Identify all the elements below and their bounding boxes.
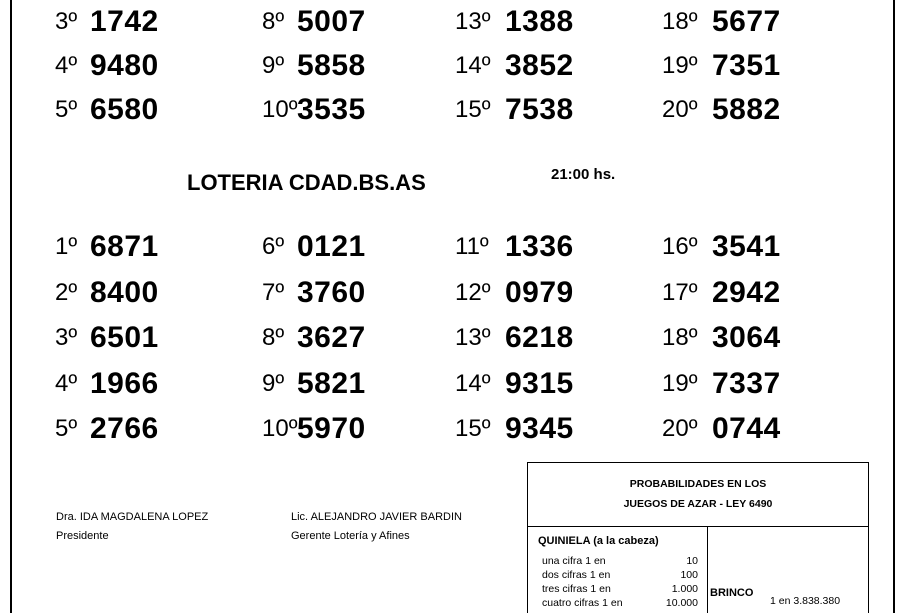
result-number: 6218 xyxy=(505,321,574,354)
result-entry xyxy=(455,5,574,38)
result-entry xyxy=(55,5,159,38)
result-entry xyxy=(55,49,159,82)
result-entry xyxy=(262,49,366,82)
signer-name: Lic. ALEJANDRO JAVIER BARDIN xyxy=(291,511,462,523)
result-position: 16º xyxy=(662,233,698,260)
result-position: 1º xyxy=(55,233,78,260)
result-entry xyxy=(662,93,781,126)
page-border-left xyxy=(10,0,12,613)
result-number: 2942 xyxy=(712,275,781,309)
result-number: 7351 xyxy=(712,49,781,82)
probabilities-box xyxy=(527,462,869,613)
result-entry xyxy=(55,93,159,126)
result-position: 14º xyxy=(455,52,491,79)
result-entry xyxy=(662,366,781,400)
probabilities-heading xyxy=(528,463,868,527)
result-number: 0979 xyxy=(505,275,574,309)
result-entry xyxy=(55,366,159,400)
quiniela-panel xyxy=(528,527,708,613)
result-position: 18º xyxy=(662,8,698,35)
signer-role: Presidente xyxy=(56,530,109,542)
result-position: 14º xyxy=(455,369,491,397)
result-position: 8º xyxy=(262,8,285,35)
quiniela-row-label: cuatro cifras 1 en xyxy=(542,597,623,609)
result-position: 15º xyxy=(455,415,491,442)
signer-role: Gerente Lotería y Afines xyxy=(291,530,410,542)
quiniela-row-label: tres cifras 1 en xyxy=(542,583,611,595)
result-entry xyxy=(455,93,574,126)
result-number: 5007 xyxy=(297,5,366,38)
result-entry xyxy=(662,5,781,38)
result-entry xyxy=(662,275,781,309)
result-entry xyxy=(262,5,366,38)
result-number: 9345 xyxy=(505,412,574,445)
result-entry xyxy=(55,275,159,309)
section-time: 21:00 hs. xyxy=(551,166,616,183)
result-number: 6580 xyxy=(90,93,159,126)
result-number: 8400 xyxy=(90,275,159,309)
result-position: 20º xyxy=(662,96,698,123)
result-entry xyxy=(455,321,574,354)
result-entry xyxy=(455,275,574,309)
result-position: 20º xyxy=(662,415,698,442)
result-number: 3064 xyxy=(712,321,781,354)
result-number: 7538 xyxy=(505,93,574,126)
quiniela-row-value: 10.000 xyxy=(665,597,698,609)
brinco-label: BRINCO xyxy=(710,587,754,599)
signer-president xyxy=(56,508,208,546)
result-entry xyxy=(262,230,366,263)
probabilities-heading-line1: PROBABILIDADES EN LOS xyxy=(629,478,767,490)
quiniela-row-label: una cifra 1 en xyxy=(542,555,606,567)
section-title: LOTERIA CDAD.BS.AS xyxy=(187,170,426,195)
result-number: 5821 xyxy=(297,366,366,400)
result-number: 9480 xyxy=(90,49,159,82)
result-number: 2766 xyxy=(90,412,159,445)
result-position: 19º xyxy=(662,52,698,79)
result-number: 1742 xyxy=(90,5,159,38)
result-position: 18º xyxy=(662,324,698,351)
quiniela-row-label: dos cifras 1 en xyxy=(542,569,611,581)
result-number: 5970 xyxy=(297,412,366,445)
result-position: 3º xyxy=(55,324,78,351)
result-position: 10º xyxy=(262,96,298,123)
result-entry xyxy=(455,49,574,82)
result-number: 5677 xyxy=(712,5,781,38)
result-position: 5º xyxy=(55,415,78,442)
result-entry xyxy=(662,230,781,263)
result-entry xyxy=(262,275,366,309)
result-entry xyxy=(262,366,366,400)
quiniela-row-value: 10 xyxy=(686,555,698,567)
result-number: 5858 xyxy=(297,49,366,82)
result-number: 0121 xyxy=(297,230,366,263)
page-border-right xyxy=(893,0,895,613)
result-number: 1388 xyxy=(505,5,574,38)
result-entry xyxy=(262,321,366,354)
result-entry xyxy=(662,412,781,445)
result-number: 1336 xyxy=(505,230,574,263)
result-position: 3º xyxy=(55,8,78,35)
result-number: 0744 xyxy=(712,412,781,445)
result-position: 7º xyxy=(262,278,285,306)
result-position: 8º xyxy=(262,324,285,351)
result-number: 3541 xyxy=(712,230,781,263)
result-entry xyxy=(662,49,781,82)
result-position: 11º xyxy=(455,233,489,260)
result-position: 12º xyxy=(455,278,491,306)
result-position: 17º xyxy=(662,278,698,306)
signer-name: Dra. IDA MAGDALENA LOPEZ xyxy=(56,511,209,523)
quiniela-title: QUINIELA (a la cabeza) xyxy=(538,535,659,547)
result-entry xyxy=(455,366,574,400)
result-position: 15º xyxy=(455,96,491,123)
result-number: 5882 xyxy=(712,93,781,126)
result-position: 5º xyxy=(55,96,78,123)
result-number: 7337 xyxy=(712,366,781,400)
quiniela-row-value: 1.000 xyxy=(671,583,698,595)
result-entry xyxy=(455,230,574,263)
result-entry xyxy=(662,321,781,354)
result-entry xyxy=(55,230,159,263)
result-entry xyxy=(262,93,366,126)
result-number: 3627 xyxy=(297,321,366,354)
result-position: 4º xyxy=(55,369,78,397)
result-position: 13º xyxy=(455,324,491,351)
result-entry xyxy=(455,412,574,445)
probabilities-heading-line2: JUEGOS DE AZAR - LEY 6490 xyxy=(623,498,773,510)
result-number: 6871 xyxy=(90,230,159,263)
result-position: 6º xyxy=(262,233,285,260)
result-position: 19º xyxy=(662,369,698,397)
result-number: 3535 xyxy=(297,93,366,126)
result-position: 2º xyxy=(55,278,78,306)
result-position: 9º xyxy=(262,52,285,79)
result-number: 3760 xyxy=(297,275,366,309)
result-position: 13º xyxy=(455,8,491,35)
result-number: 3852 xyxy=(505,49,574,82)
result-position: 10º xyxy=(262,415,298,442)
result-entry xyxy=(262,412,366,445)
result-entry xyxy=(55,321,159,354)
quiniela-row-value: 100 xyxy=(680,569,698,581)
result-position: 9º xyxy=(262,369,285,397)
signer-manager xyxy=(291,508,462,546)
result-entry xyxy=(55,412,159,445)
result-number: 6501 xyxy=(90,321,159,354)
result-position: 4º xyxy=(55,52,78,79)
brinco-odds: 1 en 3.838.380 xyxy=(770,595,841,607)
result-number: 9315 xyxy=(505,366,574,400)
result-number: 1966 xyxy=(90,366,159,400)
